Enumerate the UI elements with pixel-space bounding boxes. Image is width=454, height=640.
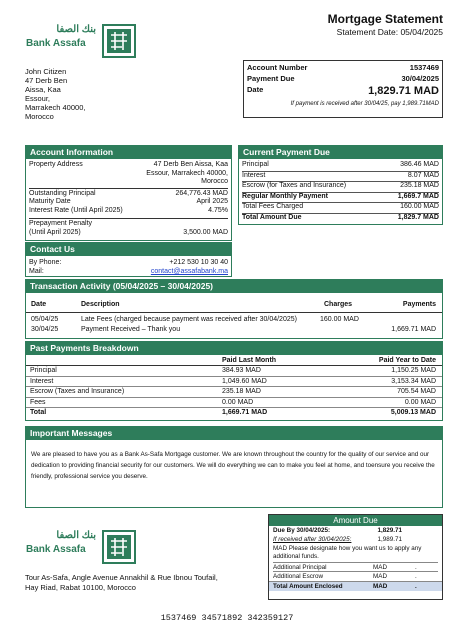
mail-label: Mail:: [29, 268, 44, 275]
current-payment-row: [242, 214, 439, 225]
bank-address: [25, 573, 218, 593]
logo-latin: Bank Assafa: [26, 38, 86, 49]
property-line: Morocco: [201, 178, 228, 185]
col-ytd: Paid Year to Date: [378, 357, 436, 364]
col-description: Description: [81, 301, 120, 308]
address-line: John Citizen: [25, 67, 67, 76]
transaction-row: [26, 326, 442, 336]
maturity-label: Maturity Date: [29, 198, 71, 205]
phone-label: By Phone:: [29, 259, 62, 266]
row-label: Fees: [30, 398, 46, 406]
bank-address-line: Hay Riad, Rabat 10100, Morocco: [25, 583, 136, 592]
coupon-title: Amount Due: [269, 515, 442, 526]
phone-value[interactable]: +212 530 10 30 40: [169, 259, 228, 266]
coupon-row-unit: MAD: [373, 573, 387, 580]
coupon-row: [273, 571, 438, 580]
row-value: 1,829.7 MAD: [397, 213, 439, 221]
col-date: Date: [31, 301, 47, 308]
coupon-row-label: Total Amount Enclosed: [273, 583, 343, 590]
past-payment-row: [26, 408, 442, 419]
logo-emblem-icon: [102, 24, 136, 58]
after-label: If received after 30/04/2025:: [273, 536, 352, 543]
row-label: Escrow (Taxes and Insurance): [30, 388, 125, 395]
interest-rate-label: Interest Rate (Until April 2025): [29, 206, 123, 214]
bank-logo-footer: [26, 530, 138, 564]
designate-note: MAD Please designate how you want us to apply any additional funds.: [273, 545, 422, 560]
col-payments: Payments: [402, 301, 436, 308]
contact-title: Contact Us: [26, 243, 231, 256]
current-payment-panel: [238, 145, 443, 225]
past-payment-row: [26, 387, 442, 398]
outstanding-label: Outstanding Principal: [29, 189, 96, 197]
logo-latin: Bank Assafa: [26, 544, 86, 555]
logo-arabic: بنك الصفا: [56, 530, 96, 541]
interest-rate-row: [29, 207, 228, 216]
transaction-header: [26, 293, 442, 313]
coupon-row-total: [269, 581, 442, 591]
recipient-address: [25, 67, 85, 121]
current-payment-title: Current Payment Due: [239, 146, 442, 159]
prepay-row: [29, 229, 228, 238]
messages-body: We are pleased to have you as a Bank As-Safa Mortgage customer. We are known throughout the country for the quality of our service and our dedication to providing financial security for our customers. We will do everything we can to make you feel at home, and toensure you receive the friendly, professional service you deserve.: [31, 451, 435, 480]
property-address-row: [29, 161, 228, 187]
col-charges: Charges: [324, 301, 353, 308]
logo-emblem-icon: [102, 530, 136, 564]
current-payment-row: [242, 203, 439, 214]
payment-due-value: 30/04/2025: [401, 74, 439, 83]
row-label: Interest: [242, 171, 266, 179]
current-payment-row: [242, 172, 439, 183]
transaction-row: [26, 316, 442, 326]
current-payment-row: [242, 182, 439, 193]
account-info-panel: [25, 145, 232, 241]
row-value: 1,669.7 MAD: [397, 192, 439, 200]
account-number-row: [247, 63, 439, 74]
due-by-label: Due By 30/04/2025:: [273, 527, 331, 534]
payment-due-label: Payment Due: [247, 74, 295, 83]
row-label: Principal: [30, 367, 57, 374]
late-payment-note: If payment is received after 30/04/25, pay 1,989.71MAD: [290, 101, 439, 107]
row-last: 1,669.71 MAD: [222, 409, 268, 416]
row-last: 0.00 MAD: [222, 398, 254, 406]
prepay-label: Prepayment Penalty: [29, 220, 93, 227]
account-info-title: Account Information: [26, 146, 231, 159]
account-number-value: 1537469: [409, 63, 439, 72]
row-label: Escrow (for Taxes and Insurance): [242, 182, 347, 189]
row-ytd: 705.54 MAD: [397, 388, 436, 395]
bank-address-line: Tour As-Safa, Angle Avenue Annakhil & Rue Ibnou Toufail,: [25, 573, 218, 582]
row-label: Total Fees Charged: [242, 203, 304, 210]
past-payment-row: [26, 366, 442, 377]
bank-logo: [26, 24, 138, 58]
row-ytd: 1,150.25 MAD: [391, 367, 436, 374]
mail-row: [29, 267, 228, 276]
row-last: 235.18 MAD: [222, 388, 261, 395]
past-payment-row: [26, 398, 442, 409]
row-label: Total Amount Due: [242, 213, 302, 221]
contact-panel: [25, 242, 232, 277]
maturity-value: April 2025: [196, 198, 228, 205]
row-value: 235.18 MAD: [400, 182, 439, 189]
row-label: Interest: [30, 377, 54, 385]
property-line: 47 Derb Ben Aissa, Kaa: [153, 161, 228, 168]
row-ytd: 3,153.34 MAD: [391, 377, 436, 385]
coupon-row: [273, 562, 438, 571]
address-line: Aissa, Kaa: [25, 85, 61, 94]
prepay-label-until: (Until April 2025): [29, 228, 81, 236]
phone-row: [29, 258, 228, 267]
address-line: Marrakech 40000,: [25, 103, 86, 112]
row-last: 1,049.60 MAD: [222, 377, 267, 385]
logo-arabic: بنك الصفا: [56, 24, 96, 35]
amount-row: [247, 85, 439, 101]
outstanding-value: 264,776.43 MAD: [175, 189, 228, 197]
row-ytd: 0.00 MAD: [404, 398, 436, 406]
payment-due-row: [247, 74, 439, 85]
cell-description: Late Fees (charged because payment was received after 30/04/2025): [81, 316, 297, 323]
row-value: 8.07 MAD: [407, 171, 439, 179]
amount-value: 1,829.71 MAD: [368, 85, 439, 97]
after-value: 1,989.71: [377, 536, 402, 543]
interest-rate-value: 4.75%: [208, 206, 228, 214]
transaction-panel: [25, 279, 443, 339]
account-number-label: Account Number: [247, 63, 308, 72]
coupon-row-unit: MAD: [373, 583, 388, 590]
coupon-row-unit: MAD: [373, 564, 387, 571]
property-address-label: Property Address: [29, 161, 83, 168]
outstanding-row: [29, 190, 228, 199]
row-label: Total: [30, 409, 47, 416]
maturity-row: [29, 198, 228, 207]
address-line: Essour,: [25, 94, 51, 103]
messages-panel: [25, 426, 443, 508]
row-value: 160.00 MAD: [400, 203, 439, 210]
past-payments-title: Past Payments Breakdown: [26, 342, 442, 355]
after-row: [273, 536, 438, 545]
statement-date: Statement Date: 05/04/2025: [336, 27, 443, 37]
coupon-row-label: Additional Principal: [273, 564, 327, 571]
email-link[interactable]: contact@assafabank.ma: [150, 268, 228, 275]
past-payments-panel: [25, 341, 443, 421]
current-payment-row: [242, 193, 439, 204]
row-last: 384.93 MAD: [222, 367, 261, 374]
date-label: Date: [247, 85, 264, 94]
property-line: Essour, Marrakech 40000,: [146, 169, 228, 177]
due-by-row: [273, 527, 438, 536]
coupon-row-dot: .: [415, 564, 417, 571]
due-by-value: 1,829.71: [377, 527, 402, 534]
cell-charges: 160.00 MAD: [320, 316, 359, 323]
current-payment-row: [242, 161, 439, 172]
address-line: 47 Derb Ben: [25, 76, 68, 85]
past-payment-row: [26, 377, 442, 388]
summary-box: [243, 60, 443, 118]
prepay-value: 3,500.00 MAD: [183, 228, 228, 236]
past-payments-header: [26, 355, 442, 366]
cell-date: 05/04/25: [31, 316, 59, 323]
cell-payments: 1,669.71 MAD: [391, 326, 436, 333]
cell-date: 30/04/25: [31, 326, 59, 333]
row-value: 386.46 MAD: [400, 161, 439, 168]
amount-due-coupon: [268, 514, 443, 600]
address-line: Morocco: [25, 112, 54, 121]
row-ytd: 5,009.13 MAD: [390, 409, 436, 416]
messages-title: Important Messages: [26, 427, 442, 440]
reference-number: 1537469 34571892 342359127: [160, 613, 294, 623]
coupon-row-dot: .: [415, 573, 417, 580]
transaction-title: Transaction Activity (05/04/2025 – 30/04/2025): [26, 280, 442, 293]
col-last-month: Paid Last Month: [222, 357, 277, 364]
coupon-row-dot: .: [415, 583, 417, 590]
cell-description: Payment Received – Thank you: [81, 326, 181, 333]
property-address-value: [146, 161, 228, 187]
row-label: Principal: [242, 161, 269, 168]
coupon-row-label: Additional Escrow: [273, 573, 324, 580]
statement-title: Mortgage Statement: [327, 12, 443, 26]
row-label: Regular Monthly Payment: [242, 192, 328, 200]
